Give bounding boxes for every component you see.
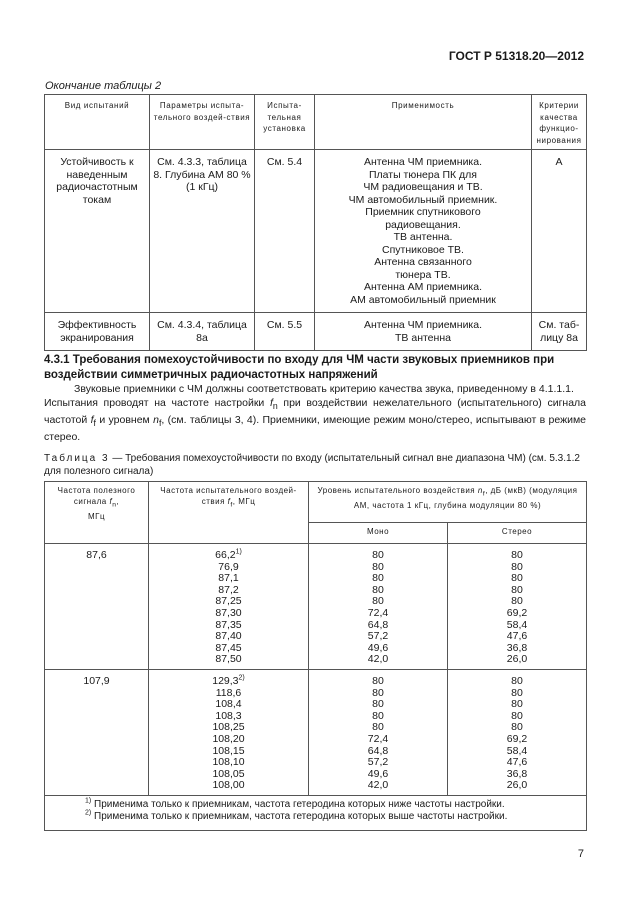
column-header: Применимость (315, 95, 532, 150)
table-continuation-caption: Окончание таблицы 2 (45, 80, 162, 92)
table-cell: Эффективность экранирования (45, 313, 150, 351)
applicability-line: АМ автомобильный приемник (350, 293, 496, 306)
table-cell: Устойчивость к наведенным радиочастотным токам (45, 150, 150, 313)
applicability-cell (315, 150, 532, 313)
applicability-line: Антенна связанного (374, 256, 472, 268)
applicability-line: ТВ антенна (395, 331, 451, 344)
footnote: $^{2)}$ Применима только к приемникам, частота гетеродина которых выше частоты настройки. (85, 810, 508, 823)
table-cell: См. таб-лицу 8а (532, 313, 587, 351)
table-header-row (45, 95, 587, 150)
applicability-line: Антенна ЧМ приемника. (363, 156, 483, 168)
applicability-cell (315, 313, 532, 351)
mono-level-cell: 80 80 80 80 80 72,4 64,8 57,2 49,6 42,0 (309, 669, 448, 795)
table-cell: А (532, 150, 587, 313)
table-notes-row (45, 795, 587, 830)
column-header-test-frequency: Частота испытательного воздей-ствия $f_f$, МГц (149, 482, 309, 544)
useful-frequency-cell: 87,6 (45, 544, 149, 670)
applicability-line: ТВ антенна. (393, 231, 453, 243)
table-cell: См. 5.4 (255, 150, 315, 313)
applicability-line: ЧМ радиовещания и ТВ. (363, 181, 483, 193)
column-header: Испыта-тельная установка (255, 95, 315, 150)
table-row (45, 313, 587, 351)
document-standard-header: ГОСТ Р 51318.20—2012 (448, 49, 584, 63)
column-header: Параметры испыта-тельного воздей-ствия (150, 95, 255, 150)
test-frequency-cell: 66,2$^{1)}$ 76,9 87,1 87,2 87,25 87,30 87,35 87,40 87,45 87,50 (149, 544, 309, 670)
applicability-line: Приемник спутникового (365, 206, 481, 218)
table-row (45, 669, 587, 795)
mono-level-cell: 80 80 80 80 80 72,4 64,8 57,2 49,6 42,0 (309, 544, 448, 670)
test-frequency-cell: 129,3$^{2)}$ 118,6 108,4 108,3 108,25 108,20 108,15 108,10 108,05 108,00 (149, 669, 309, 795)
column-header-mono: Моно (309, 523, 448, 544)
table-cell: См. 4.3.3, таблица 8. Глубина АМ 80 % (1 кГц) (150, 150, 255, 313)
column-header: Вид испытаний (45, 95, 150, 150)
column-header: Критерии качества функцио-нирования (532, 95, 587, 150)
column-header-test-level: Уровень испытательного воздействия $n_f$, дБ (мкВ) (модуляция АМ, частота 1 кГц, глубина модуляции 80 %) (309, 482, 587, 523)
applicability-line: Платы тюнера ПК для (369, 168, 477, 181)
footnote: $^{1)}$ Применима только к приемникам, частота гетеродина которых ниже частоты настройки. (85, 797, 505, 810)
table-row (45, 544, 587, 670)
table-header-row (45, 482, 587, 523)
table-2-continuation (44, 94, 587, 351)
useful-frequency-cell: 107,9 (45, 669, 149, 795)
section-body (44, 382, 586, 444)
page-number: 7 (577, 848, 584, 860)
table-cell: См. 5.5 (255, 313, 315, 351)
table-cell: См. 4.3.4, таблица 8а (150, 313, 255, 351)
column-header-useful-frequency: Частота полезного сигнала $f_n$, МГц (45, 482, 149, 544)
column-header-stereo: Стерео (448, 523, 587, 544)
stereo-level-cell: 80 80 80 80 80 69,2 58,4 47,6 36,8 26,0 (448, 669, 587, 795)
table-notes (45, 795, 587, 830)
table-3-caption: Таблица 3 — Требования помехоустойчивости по входу (испытательный сигнал вне диапазона ЧМ) (см. 5.3.1.2 для полезного сигнала) (44, 453, 580, 477)
paragraph: Звуковые приемники с ЧМ должны соответствовать критерию качества звука, приведенному в 4.1.1.1. (74, 383, 574, 395)
section-heading: 4.3.1 Требования помехоустойчивости по входу для ЧМ части звуковых приемников при воздействии симметричных радиочастотных напряжений (44, 354, 555, 381)
applicability-line: Спутниковое ТВ. (382, 243, 464, 256)
applicability-line: ЧМ автомобильный приемник. (348, 193, 498, 206)
table-3 (44, 481, 587, 831)
applicability-line: радиовещания. (385, 218, 461, 231)
applicability-line: Антенна АМ приемника. (363, 281, 483, 293)
applicability-line: тюнера ТВ. (395, 268, 451, 281)
paragraph: Испытания проводят на частоте настройки $f_n$ при воздействии нежелательного (испытательного) сигнала частотой $f_f$ и уровнем $n_f$, (см. таблицы 3, 4). Приемники, имеющие режим моно/стерео, испытывают в режиме стерео. (44, 397, 587, 444)
stereo-level-cell: 80 80 80 80 80 69,2 58,4 47,6 36,8 26,0 (448, 544, 587, 670)
table-row (45, 150, 587, 313)
applicability-line: Антенна ЧМ приемника. (363, 319, 483, 331)
